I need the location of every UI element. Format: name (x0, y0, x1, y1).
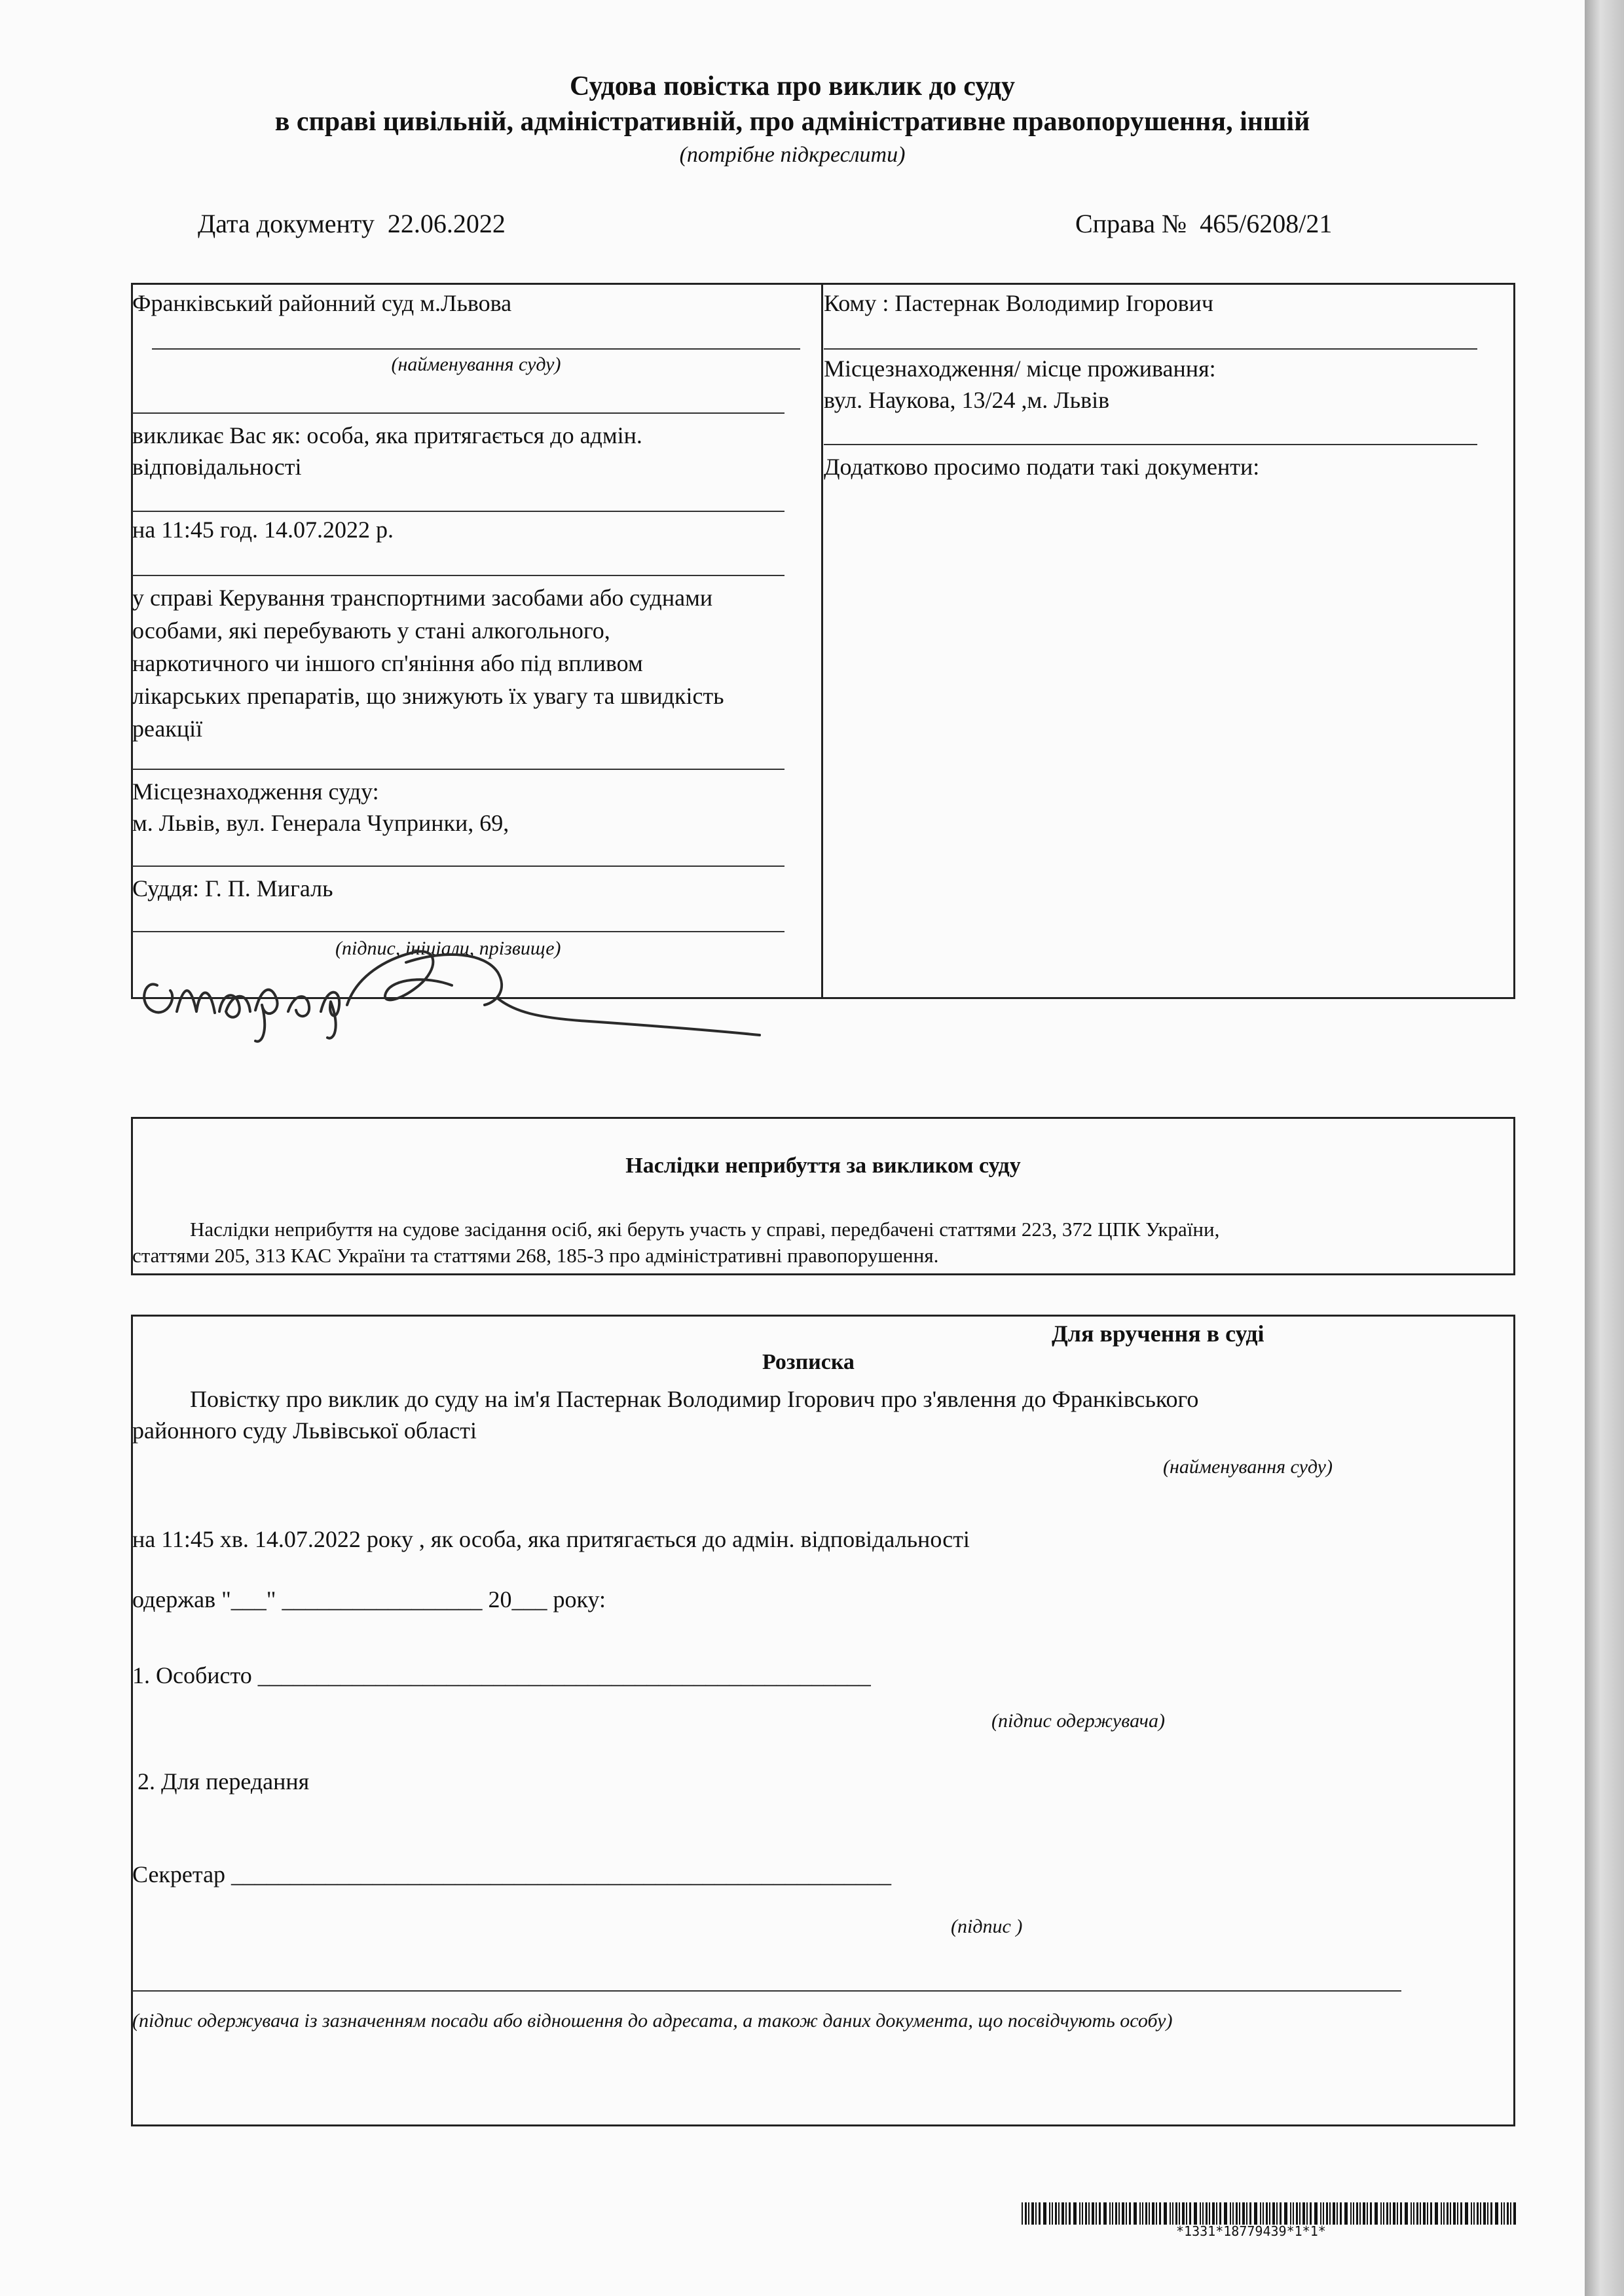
barcode-bar (1441, 2202, 1442, 2225)
barcode-bar (1375, 2202, 1378, 2225)
barcode-bar (1254, 2202, 1257, 2225)
barcode-bar (1052, 2202, 1053, 2225)
barcode-bar (1423, 2202, 1426, 2225)
receipt-bottom-caption: (підпис одержувача із зазначенням посади або відношення до адресата, а також даних документа, що посвідчують особу) (132, 2010, 1173, 2032)
judge-signature (131, 913, 773, 1044)
barcode-bar (1224, 2202, 1227, 2225)
barcode-bar (1103, 2202, 1107, 2225)
barcode-bar (1263, 2202, 1264, 2225)
barcode-bar (1337, 2202, 1338, 2225)
barcode-bar (1487, 2202, 1488, 2225)
barcode-bar (1510, 2202, 1511, 2225)
barcode-bar (1156, 2202, 1157, 2225)
summons-divider (821, 283, 823, 999)
barcode-bar (1039, 2202, 1041, 2225)
barcode-bar (1495, 2202, 1498, 2225)
barcode-bar (1152, 2202, 1154, 2225)
barcode-bar (1236, 2202, 1238, 2225)
barcode-bar (1416, 2202, 1418, 2225)
receipt-line1: Повістку про виклик до суду на ім'я Пастернак Володимир Ігорович про з'явлення до Франківського (190, 1386, 1199, 1412)
barcode-bar (1280, 2202, 1282, 2225)
barcode-bar (1447, 2202, 1449, 2225)
barcode-bar (1085, 2202, 1087, 2225)
barcode-bar (1055, 2202, 1057, 2225)
barcode-bar (1216, 2202, 1217, 2225)
barcode-bar (1501, 2202, 1502, 2225)
barcode-bar (1350, 2202, 1352, 2225)
barcode-bar (1079, 2202, 1080, 2225)
barcode-bar (1293, 2202, 1294, 2225)
barcode-bar (1329, 2202, 1331, 2225)
date-value: 22.06.2022 (387, 209, 506, 238)
barcode-bar (1393, 2202, 1395, 2225)
receipt-line2: районного суду Львівської області (132, 1417, 477, 1444)
barcode-bar (1302, 2202, 1305, 2225)
court-location-label: Місцезнаходження суду: (132, 778, 379, 805)
barcode-bar (1420, 2202, 1421, 2225)
barcode-bar (1159, 2202, 1161, 2225)
barcode-bar (1189, 2202, 1191, 2225)
residence-value: вул. Наукова, 13/24 ,м. Львів (824, 387, 1110, 413)
barcode-bar (1073, 2202, 1077, 2225)
scan-edge (1585, 0, 1624, 2296)
barcode-bar (1170, 2202, 1171, 2225)
barcode-bar (1405, 2202, 1408, 2225)
receipt-title: Розписка (762, 1350, 855, 1374)
barcode-bar (1142, 2202, 1143, 2225)
barcode-bar (1310, 2202, 1312, 2225)
barcode-bar (1145, 2202, 1147, 2225)
barcode-bar (1367, 2202, 1368, 2225)
case-subject-line4: лікарських препаратів, що знижують їх увагу та швидкість (132, 683, 724, 709)
barcode-bar (1115, 2202, 1117, 2225)
extra-documents-label: Додатково просимо подати такі документи: (824, 454, 1260, 480)
barcode-bar (1483, 2202, 1486, 2225)
barcode-bar (1194, 2202, 1197, 2225)
consequences-text-line2: статтями 205, 313 КАС України та статтями 268, 185-3 про адміністративні правопорушення. (132, 1244, 939, 1267)
barcode-bar (1344, 2202, 1348, 2225)
barcode-bar (1186, 2202, 1187, 2225)
case-value: 465/6208/21 (1200, 209, 1333, 238)
barcode-bar (1370, 2202, 1372, 2225)
barcode-bar (1326, 2202, 1328, 2225)
barcode-bar (1212, 2202, 1215, 2225)
barcode-bar (1049, 2202, 1050, 2225)
barcode-bar (1460, 2202, 1462, 2225)
barcode-bar (1306, 2202, 1308, 2225)
barcode-bar (1058, 2202, 1060, 2225)
barcode-bar (1242, 2202, 1245, 2225)
case-subject-line2: особами, які перебувають у стані алкогольного, (132, 617, 610, 644)
barcode-bar (1471, 2202, 1472, 2225)
for-court-delivery: Для вручення в суді (1052, 1321, 1264, 1347)
barcode-bar (1025, 2202, 1027, 2225)
barcode-bar (1134, 2202, 1137, 2225)
case-subject-line1: у справі Керування транспортними засобами або суднами (132, 585, 713, 611)
document-title-line2: в справі цивільній, адміністративній, про адміністративне правопорушення, іншій (274, 107, 1310, 137)
barcode-bar (1092, 2202, 1094, 2225)
barcode-text: *1331*18779439*1*1* (1176, 2223, 1326, 2239)
barcode-bar (1200, 2202, 1201, 2225)
barcode-bar (1383, 2202, 1384, 2225)
barcode-bar (1397, 2202, 1398, 2225)
underline-note: (потрібне підкреслити) (679, 143, 906, 167)
barcode-bar (1465, 2202, 1468, 2225)
barcode-bar (1435, 2202, 1438, 2225)
barcode-bar (1175, 2202, 1177, 2225)
barcode-bar (1504, 2202, 1505, 2225)
secretary-signature-caption: (підпис ) (951, 1916, 1023, 1937)
court-name-caption: (найменування суду) (391, 354, 561, 375)
barcode-bar (1450, 2202, 1451, 2225)
barcode-bar (1290, 2202, 1291, 2225)
barcode-bar (1022, 2202, 1023, 2225)
barcode-bar (1272, 2202, 1275, 2225)
barcode-bar (1096, 2202, 1097, 2225)
barcode-bar (1061, 2202, 1064, 2225)
receipt-time-line: на 11:45 хв. 14.07.2022 року , як особа, яка притягається до адмін. відповідальності (132, 1526, 970, 1552)
barcode-bar (1179, 2202, 1180, 2225)
barcode-bar (1340, 2202, 1342, 2225)
barcode-bar (1202, 2202, 1204, 2225)
barcode-bar (1477, 2202, 1479, 2225)
barcode-bar (1126, 2202, 1127, 2225)
barcode-bar (1480, 2202, 1481, 2225)
case-number (1075, 208, 1332, 239)
barcode-bar (1246, 2202, 1247, 2225)
barcode-bar (1299, 2202, 1301, 2225)
barcode-bar (1099, 2202, 1101, 2225)
barcode-bar (1443, 2202, 1445, 2225)
barcode-bar (1413, 2202, 1414, 2225)
secretary-line: Секретар ________________________________________________________ (132, 1861, 892, 1887)
consequences-title: Наслідки неприбуття за викликом суду (625, 1154, 1021, 1178)
residence-label: Місцезнаходження/ місце проживання: (824, 355, 1216, 382)
recipient-signature-caption: (підпис одержувача) (991, 1710, 1165, 1732)
barcode-bar (1082, 2202, 1083, 2225)
barcode-bar (1333, 2202, 1335, 2225)
barcode-bar (1453, 2202, 1456, 2225)
consequences-text-line1: Наслідки неприбуття на судове засідання осіб, які беруть участь у справі, передбачені статтями 223, 372 ЦПК України, (190, 1218, 1220, 1241)
barcode-bar (1490, 2202, 1492, 2225)
barcode-bar (1249, 2202, 1251, 2225)
barcode-bar (1031, 2202, 1034, 2225)
barcode-bar (1320, 2202, 1321, 2225)
barcode-bar (1109, 2202, 1111, 2225)
for-transfer-label: 2. Для передання (138, 1768, 310, 1795)
barcode-bar (1269, 2202, 1270, 2225)
barcode-bar (1363, 2202, 1365, 2225)
barcode-bar (1359, 2202, 1361, 2225)
barcode-bar (1230, 2202, 1231, 2225)
barcode-bar (1122, 2202, 1124, 2225)
barcode-bar (1129, 2202, 1131, 2225)
court-name: Франківський районний суд м.Львова (132, 290, 512, 316)
barcode-bar (1457, 2202, 1458, 2225)
barcode-bar (1232, 2202, 1234, 2225)
receipt-court-caption: (найменування суду) (1163, 1456, 1333, 1478)
barcode-bar (1069, 2202, 1071, 2225)
barcode-bar (1139, 2202, 1141, 2225)
date-label: Дата документу (198, 209, 375, 238)
barcode-bar (1065, 2202, 1067, 2225)
barcode-bar (1219, 2202, 1221, 2225)
barcode-bar (1411, 2202, 1412, 2225)
barcode-bar (1043, 2202, 1046, 2225)
barcode-bar (1386, 2202, 1388, 2225)
barcode-bar (1206, 2202, 1208, 2225)
barcode-bar (1172, 2202, 1173, 2225)
barcode-bar (1284, 2202, 1287, 2225)
court-location-value: м. Львів, вул. Генерала Чупринки, 69, (132, 810, 509, 836)
barcode-bar (1473, 2202, 1475, 2225)
received-date-line: одержав "___" _________________ 20___ року: (132, 1586, 606, 1613)
barcode-bar (1353, 2202, 1354, 2225)
barcode-bar (1427, 2202, 1428, 2225)
barcode-bar (1323, 2202, 1324, 2225)
barcode-bar (1276, 2202, 1278, 2225)
barcode-bar (1118, 2202, 1120, 2225)
barcode-bar (1356, 2202, 1358, 2225)
barcode-bar (1182, 2202, 1185, 2225)
barcode-bar (1035, 2202, 1037, 2225)
personally-line: 1. Особисто ____________________________________________________ (132, 1662, 871, 1688)
barcode-bar (1296, 2202, 1298, 2225)
summons-as-line1: викликає Вас як: особа, яка притягається до адмін. (132, 422, 642, 448)
document-date (198, 208, 506, 239)
barcode-bar (1513, 2202, 1516, 2225)
appear-time: на 11:45 год. 14.07.2022 р. (132, 517, 394, 543)
barcode-bar (1314, 2202, 1318, 2225)
judge-name: Суддя: Г. П. Мигаль (132, 875, 333, 902)
signature-caption: (підпис, ініціали, прізвище) (335, 938, 561, 959)
barcode-bar (1430, 2202, 1432, 2225)
barcode-bar (1380, 2202, 1382, 2225)
barcode-bar (1088, 2202, 1090, 2225)
barcode-bar (1260, 2202, 1261, 2225)
document-title-line1: Судова повістка про виклик до суду (570, 71, 1015, 101)
barcode-bar (1028, 2202, 1029, 2225)
summons-as-line2: відповідальності (132, 454, 302, 480)
case-subject-line3: наркотичного чи іншого сп'яніння або під впливом (132, 650, 643, 676)
recipient-name: Кому : Пастернак Володимир Ігорович (824, 290, 1214, 316)
barcode-bar (1266, 2202, 1268, 2225)
barcode-bar (1239, 2202, 1240, 2225)
case-label: Справа № (1075, 209, 1187, 238)
barcode-bar (1112, 2202, 1113, 2225)
barcode (1022, 2202, 1519, 2225)
barcode-bar (1164, 2202, 1167, 2225)
barcode-bar (1149, 2202, 1150, 2225)
barcode-bar (1507, 2202, 1509, 2225)
case-subject-line5: реакції (132, 716, 203, 742)
barcode-bar (1400, 2202, 1402, 2225)
barcode-bar (1390, 2202, 1391, 2225)
barcode-bar (1209, 2202, 1210, 2225)
